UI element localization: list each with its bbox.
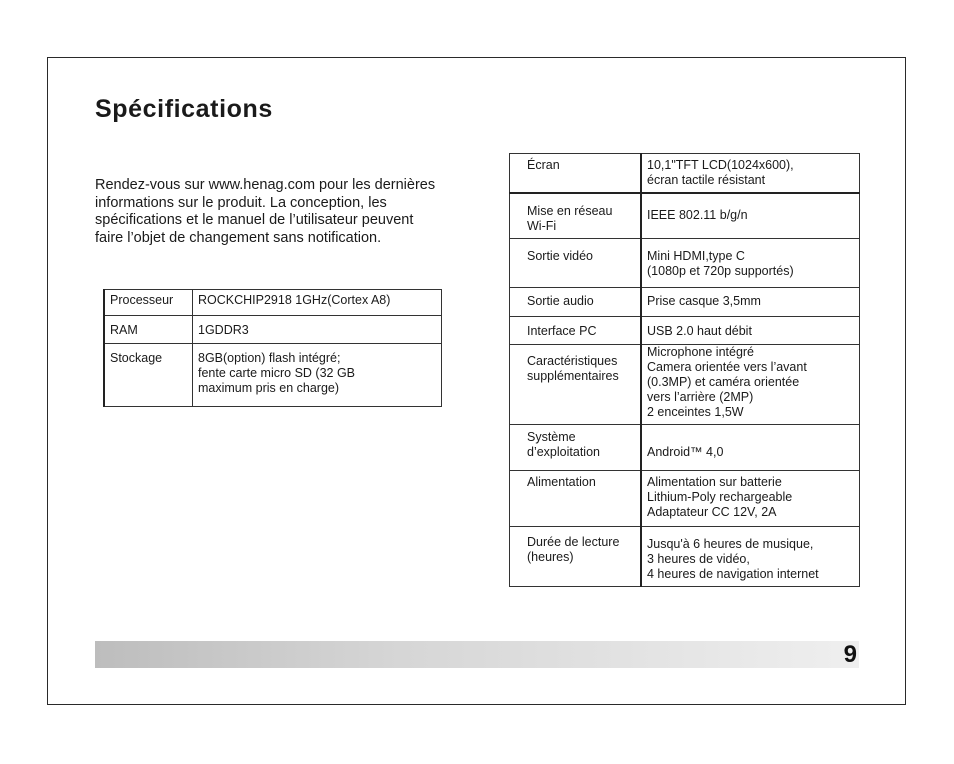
specs-table-left (103, 289, 442, 407)
table-row (104, 316, 442, 344)
spec-value: USB 2.0 haut débit (641, 317, 860, 345)
spec-label: RAM (104, 316, 193, 344)
spec-label: Sortie vidéo (510, 239, 642, 288)
spec-label: Stockage (104, 344, 193, 407)
spec-value: Jusqu'à 6 heures de musique, 3 heures de vidéo, 4 heures de navigation internet (641, 527, 860, 587)
spec-label: Processeur (104, 290, 193, 316)
page-title: Spécifications (95, 95, 273, 123)
table-row (510, 471, 860, 527)
table-row (510, 239, 860, 288)
table-row (510, 317, 860, 345)
spec-label: Interface PC (510, 317, 642, 345)
spec-label: Caractéristiques supplémentaires (510, 345, 642, 425)
table-row (510, 425, 860, 471)
spec-value: Android™ 4,0 (641, 425, 860, 471)
spec-label: Durée de lecture (heures) (510, 527, 642, 587)
table-row (510, 288, 860, 317)
spec-value: 1GDDR3 (193, 316, 442, 344)
spec-label: Écran (510, 154, 642, 194)
specs-table-right (509, 153, 860, 587)
spec-label: Mise en réseau Wi-Fi (510, 193, 642, 239)
spec-value: Prise casque 3,5mm (641, 288, 860, 317)
table-row (104, 290, 442, 316)
spec-value: 10,1"TFT LCD(1024x600), écran tactile résistant (641, 154, 860, 194)
spec-label: Alimentation (510, 471, 642, 527)
page-number: 9 (843, 641, 857, 668)
spec-value: ROCKCHIP2918 1GHz(Cortex A8) (193, 290, 442, 316)
spec-value: IEEE 802.11 b/g/n (641, 193, 860, 239)
table-row (104, 344, 442, 407)
spec-value: 8GB(option) flash intégré; fente carte micro SD (32 GB maximum pris en charge) (193, 344, 442, 407)
footer-bar (95, 641, 859, 668)
table-row (510, 154, 860, 194)
table-row (510, 193, 860, 239)
spec-value: Mini HDMI,type C (1080p et 720p supportés) (641, 239, 860, 288)
spec-label: Sortie audio (510, 288, 642, 317)
table-row (510, 527, 860, 587)
spec-label: Système d’exploitation (510, 425, 642, 471)
spec-value: Alimentation sur batterie Lithium-Poly rechargeable Adaptateur CC 12V, 2A (641, 471, 860, 527)
intro-paragraph: Rendez-vous sur www.henag.com pour les dernières informations sur le produit. La conception, les spécifications et le manuel de l’utilisateur peuvent faire l’objet de changement sans notification. (95, 177, 436, 246)
spec-value: Microphone intégré Camera orientée vers l’avant (0.3MP) et caméra orientée vers l’arrière (2MP) 2 enceintes 1,5W (641, 345, 860, 425)
table-row (510, 345, 860, 425)
